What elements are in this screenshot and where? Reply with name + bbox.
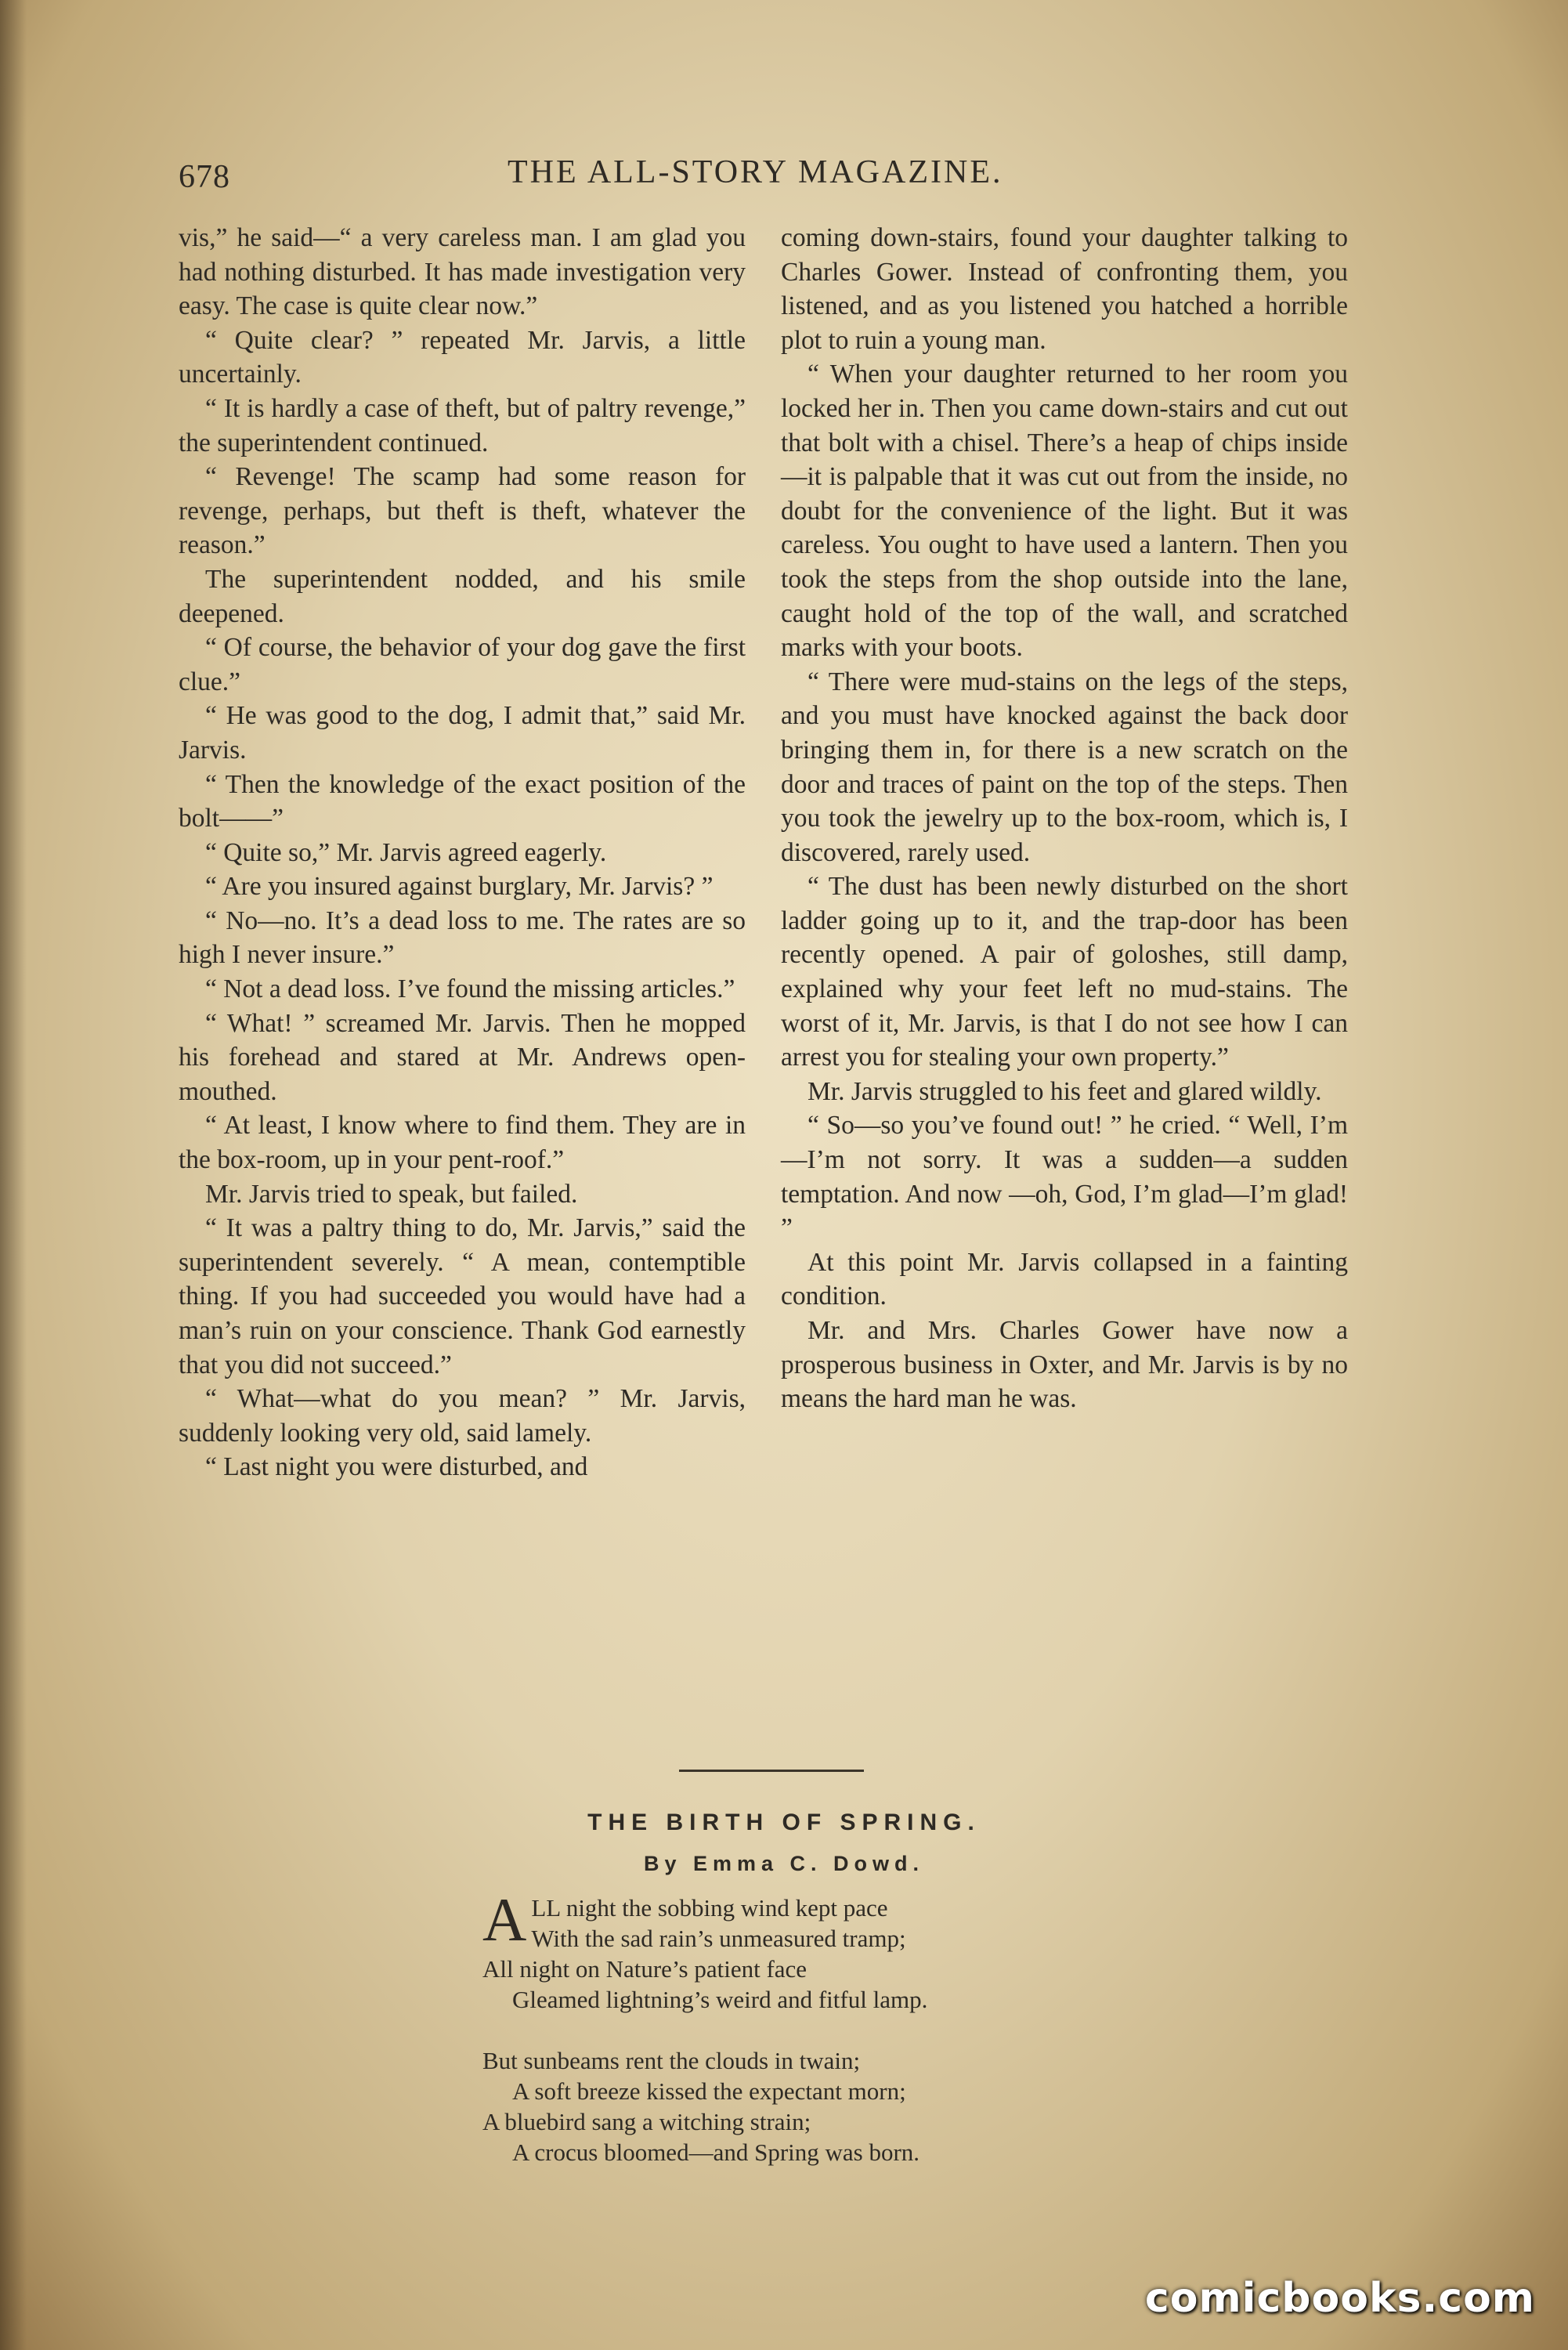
paragraph: “ The dust has been newly disturbed on the short ladder going up to it, and the trap-door has been recently opened. A pair of goloshes, still damp, explained why your feet left no mud-stains. The worst of it, Mr. Jarvis, is that I do not see how I can arrest you for stealing your own property.” bbox=[781, 872, 1348, 1072]
drop-cap: A bbox=[482, 1885, 527, 1954]
paragraph: “ No—no. It’s a dead loss to me. The rates are so high I never insure.” bbox=[179, 906, 746, 970]
poem-line: LL night the sobbing wind kept pace bbox=[531, 1894, 888, 1922]
poem-line: With the sad rain’s unmeasured tramp; bbox=[531, 1925, 906, 1952]
story-column-right bbox=[781, 221, 1348, 1416]
paragraph: Mr. and Mrs. Charles Gower have now a prosperous business in Oxter, and Mr. Jarvis is by no means the hard man he was. bbox=[781, 1316, 1348, 1414]
paragraph: coming down-stairs, found your daughter talking to Charles Gower. Instead of confronting them, you listened, and as you listened you hatched a horrible plot to ruin a young man. bbox=[781, 223, 1348, 355]
poem-title: THE BIRTH OF SPRING. bbox=[587, 1810, 981, 1835]
running-head: THE ALL-STORY MAGAZINE. bbox=[508, 154, 1003, 190]
paragraph: At this point Mr. Jarvis collapsed in a fainting condition. bbox=[781, 1247, 1348, 1311]
poem-line: A crocus bloomed—and Spring was born. bbox=[512, 2138, 920, 2166]
paragraph: vis,” he said—“ a very careless man. I am glad you had nothing disturbed. It has made investigation very easy. The case is quite clear now.” bbox=[179, 223, 746, 321]
poem-line: A bluebird sang a witching strain; bbox=[482, 2108, 811, 2135]
poem-line: Gleamed lightning’s weird and fitful lamp. bbox=[512, 1986, 928, 2013]
paragraph: “ Quite clear? ” repeated Mr. Jarvis, a little uncertainly. bbox=[179, 325, 746, 389]
page-number: 678 bbox=[179, 159, 230, 195]
paragraph: “ Are you insured against burglary, Mr. Jarvis? ” bbox=[205, 872, 714, 902]
paragraph: “ When your daughter returned to her room you locked her in. Then you came down-stairs and cut out that bolt with a chisel. There’s a heap of chips inside—it is palpable that it was cut out from the inside, no doubt for the convenience of the light. But it was careless. You ought to have used a lantern. Then you took the steps from the shop outside into the lane, caught hold of the top of the wall, and scratched marks with your boots. bbox=[781, 360, 1348, 663]
paragraph: “ Last night you were disturbed, and bbox=[205, 1452, 588, 1482]
site-watermark: comicbooks.com bbox=[1144, 2275, 1535, 2322]
paragraph: “ What! ” screamed Mr. Jarvis. Then he mopped his forehead and stared at Mr. Andrews open-mouthed. bbox=[179, 1008, 746, 1106]
paragraph: “ Then the knowledge of the exact position of the bolt——” bbox=[179, 769, 746, 833]
paragraph: “ Revenge! The scamp had some reason for revenge, perhaps, but theft is theft, whatever the reason.” bbox=[179, 462, 746, 560]
paragraph: Mr. Jarvis struggled to his feet and glared wildly. bbox=[807, 1076, 1322, 1106]
paragraph: “ It is hardly a case of theft, but of paltry revenge,” the superintendent continued. bbox=[179, 393, 746, 457]
paragraph: “ At least, I know where to find them. They are in the box-room, up in your pent-roof.” bbox=[179, 1111, 746, 1175]
poem-byline: By Emma C. Dowd. bbox=[643, 1852, 925, 1875]
paragraph: Mr. Jarvis tried to speak, but failed. bbox=[205, 1179, 578, 1209]
poem-line: A soft breeze kissed the expectant morn; bbox=[512, 2077, 906, 2105]
page-header bbox=[179, 154, 1353, 208]
paragraph: “ What—what do you mean? ” Mr. Jarvis, suddenly looking very old, said lamely. bbox=[179, 1384, 746, 1448]
paragraph: “ Of course, the behavior of your dog gave the first clue.” bbox=[179, 633, 746, 696]
paragraph: “ It was a paltry thing to do, Mr. Jarvis,” said the superintendent severely. “ A mean, contemptible thing. If you had succeeded you would have had a man’s ruin on your conscience. Thank God earnestly that you did not succeed.” bbox=[179, 1213, 746, 1379]
poem-line: But sunbeams rent the clouds in twain; bbox=[482, 2047, 861, 2074]
paragraph: The superintendent nodded, and his smile deepened. bbox=[179, 564, 746, 628]
story-column-left bbox=[179, 221, 746, 1484]
paragraph: “ There were mud-stains on the legs of the steps, and you must have knocked against the back door bringing them in, for there is a new scratch on the door and traces of paint on the top of the steps. Then you took the jewelry up to the box-room, which is, I discovered, rarely used. bbox=[781, 667, 1348, 867]
paragraph: “ Quite so,” Mr. Jarvis agreed eagerly. bbox=[205, 837, 607, 867]
poem-line: All night on Nature’s patient face bbox=[482, 1955, 807, 1983]
poem bbox=[482, 1885, 1109, 2198]
paragraph: “ Not a dead loss. I’ve found the missing articles.” bbox=[205, 974, 735, 1004]
paragraph: “ He was good to the dog, I admit that,” said Mr. Jarvis. bbox=[179, 701, 746, 765]
poem-stanza bbox=[482, 1885, 1109, 2015]
paragraph: “ So—so you’ve found out! ” he cried. “ Well, I’m—I’m not sorry. It was a sudden—a sudden temptation. And now —oh, God, I’m glad—I’m glad! ” bbox=[781, 1111, 1348, 1243]
poem-stanza bbox=[482, 2045, 1109, 2167]
section-divider bbox=[679, 1770, 864, 1772]
page-edge-shadow bbox=[0, 0, 27, 2350]
